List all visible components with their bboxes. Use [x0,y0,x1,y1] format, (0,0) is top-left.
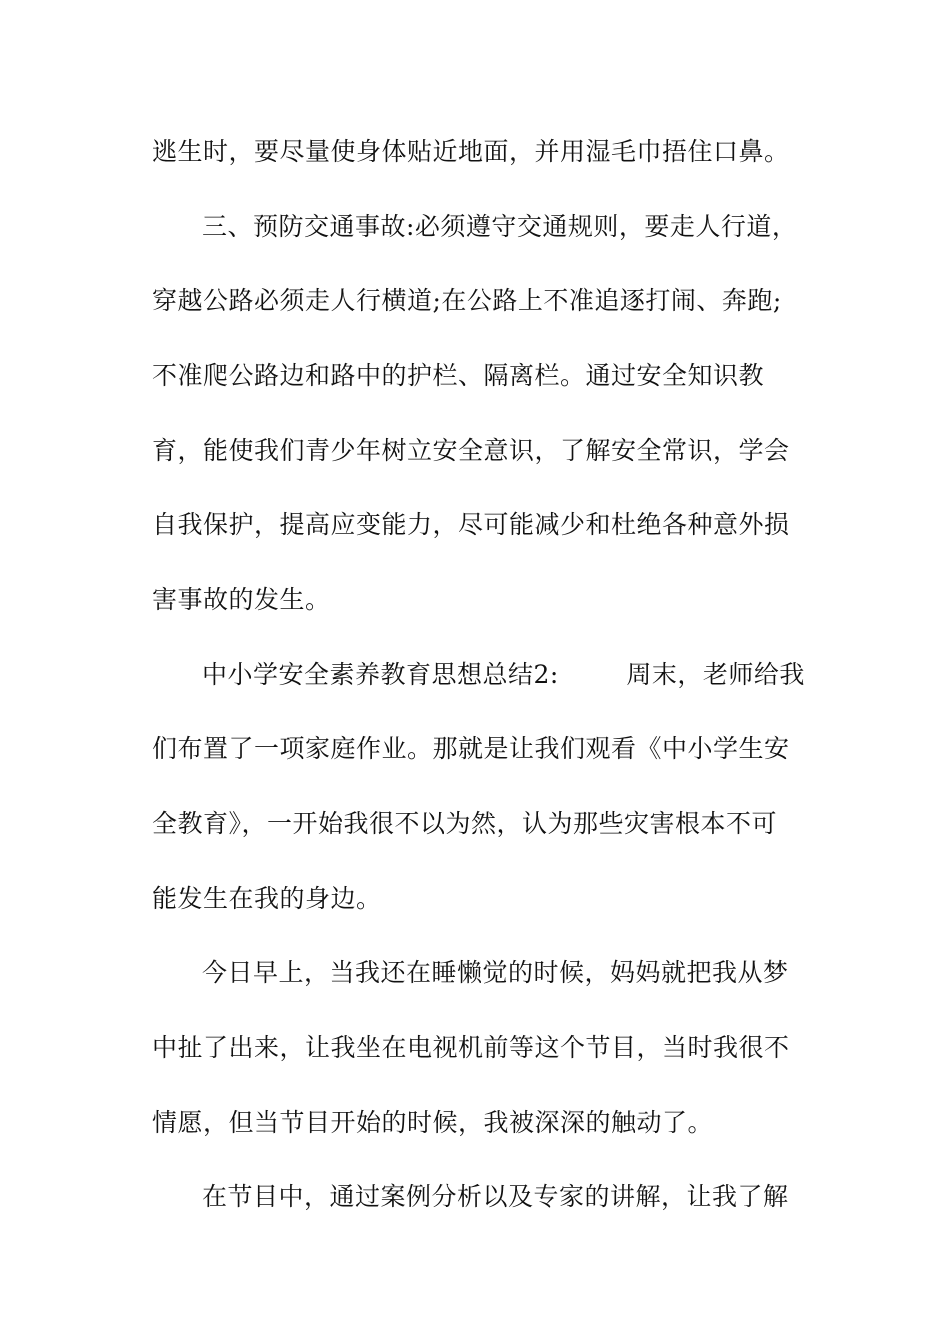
text-line: 自我保护，提高应变能力，尽可能减少和杜绝各种意外损 [152,510,790,539]
text-line: 中小学安全素养教育思想总结2: 周末，老师给我 [202,660,805,689]
text-line: 不准爬公路边和路中的护栏、隔离栏。通过安全知识教 [152,361,765,390]
text-line: 穿越公路必须走人行横道;在公路上不准追逐打闹、奔跑; [152,286,782,315]
text-line: 逃生时，要尽量使身体贴近地面，并用湿毛巾捂住口鼻。 [152,137,790,166]
text-line: 中扯了出来，让我坐在电视机前等这个节目，当时我很不 [152,1033,790,1062]
text-line: 今日早上，当我还在睡懒觉的时候，妈妈就把我从梦 [202,958,789,987]
text-line: 育，能使我们青少年树立安全意识，了解安全常识，学会 [152,436,790,465]
text-line: 全教育》，一开始我很不以为然，认为那些灾害根本不可 [152,809,778,838]
text-line: 们布置了一项家庭作业。那就是让我们观看《中小学生安 [152,734,790,763]
text-line: 害事故的发生。 [152,585,331,614]
text-line: 能发生在我的身边。 [152,884,382,913]
text-line: 情愿，但当节目开始的时候，我被深深的触动了。 [152,1108,714,1137]
text-line: 三、预防交通事故:必须遵守交通规则，要走人行道， [202,212,798,241]
text-line: 在节目中，通过案例分析以及专家的讲解，让我了解 [202,1182,789,1211]
